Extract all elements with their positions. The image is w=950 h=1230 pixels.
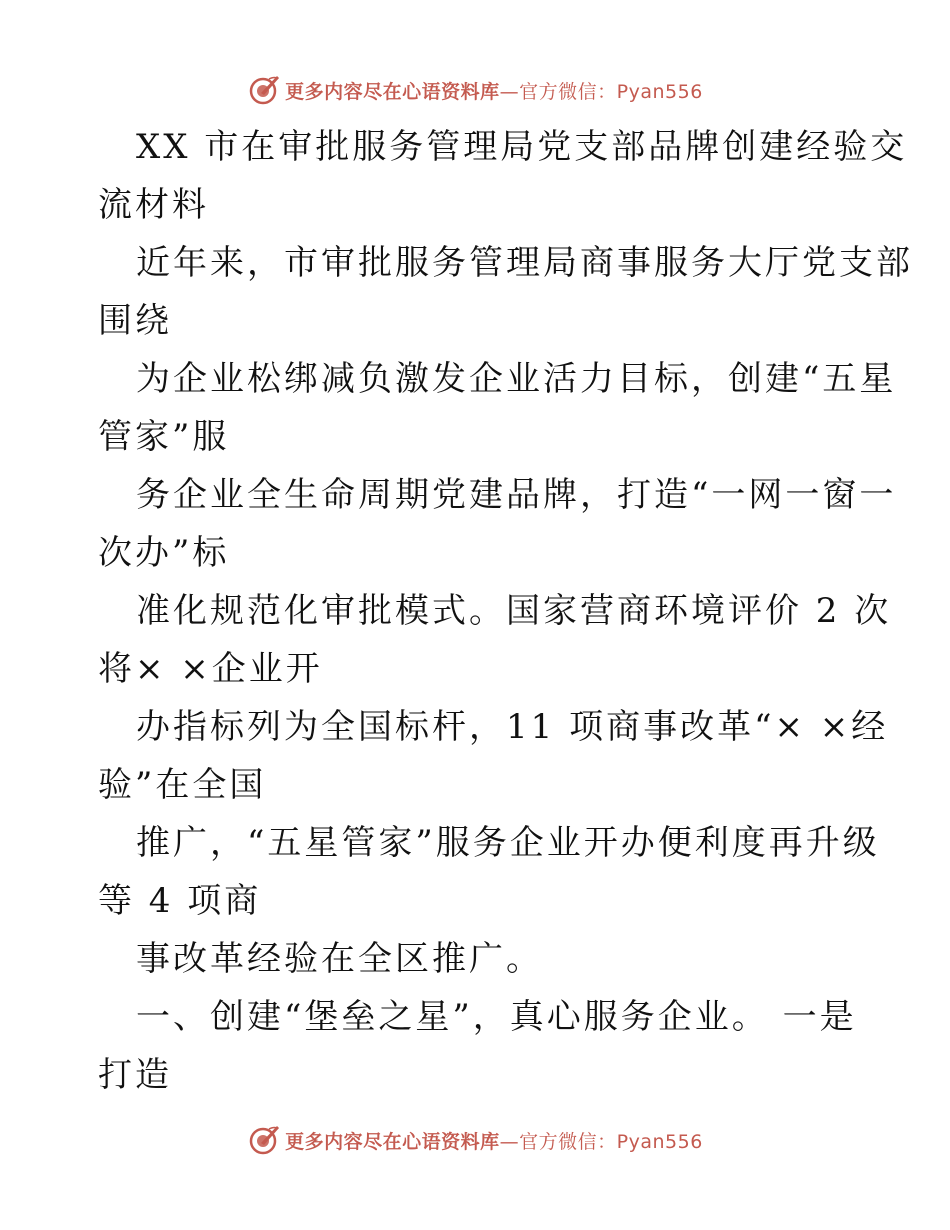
watermark-wechat: 官方微信：Pyan556 xyxy=(519,80,703,103)
doc-title-line-1: XX 市在审批服务管理局党支部品牌创建经验交 xyxy=(136,127,908,167)
header-watermark xyxy=(0,70,950,110)
quill-seal-icon xyxy=(247,1123,281,1157)
doc-line: 为企业松绑减负激发企业活力目标，创建“五星 xyxy=(136,359,897,399)
watermark-main: 更多内容尽在心语资料库 xyxy=(285,1130,500,1153)
watermark-wechat: 官方微信：Pyan556 xyxy=(519,1130,703,1153)
doc-line: 事改革经验在全区推广。 xyxy=(136,939,543,979)
doc-line: 验”在全国 xyxy=(98,765,267,805)
doc-line: 办指标列为全国标杆，11 项商事改革“× ×经 xyxy=(136,707,889,747)
watermark-text xyxy=(285,77,703,104)
doc-line: 次办”标 xyxy=(98,533,230,573)
doc-line: 管家”服 xyxy=(98,417,230,457)
doc-line: 等 4 项商 xyxy=(98,881,262,921)
doc-line: 打造 xyxy=(98,1055,172,1095)
doc-line: 准化规范化审批模式。国家营商环境评价 2 次 xyxy=(136,591,892,631)
footer-watermark xyxy=(0,1120,950,1160)
doc-line: 围绕 xyxy=(98,301,172,341)
document-body xyxy=(98,118,913,1104)
doc-line: 推广，“五星管家”服务企业开办便利度再升级 xyxy=(136,823,880,863)
watermark-dash: — xyxy=(499,80,520,103)
doc-line: 务企业全生命周期党建品牌，打造“一网一窗一 xyxy=(136,475,897,515)
watermark-text xyxy=(285,1127,703,1154)
doc-title-line-2: 流材料 xyxy=(98,185,209,225)
doc-line: 近年来，市审批服务管理局商事服务大厅党支部 xyxy=(136,243,913,283)
watermark-main: 更多内容尽在心语资料库 xyxy=(285,80,500,103)
watermark-dash: — xyxy=(499,1130,520,1153)
section-heading-line: 一、创建“堡垒之星”，真心服务企业。 一是 xyxy=(136,997,857,1037)
doc-line: 将× ×企业开 xyxy=(98,649,323,689)
quill-seal-icon xyxy=(247,73,281,107)
